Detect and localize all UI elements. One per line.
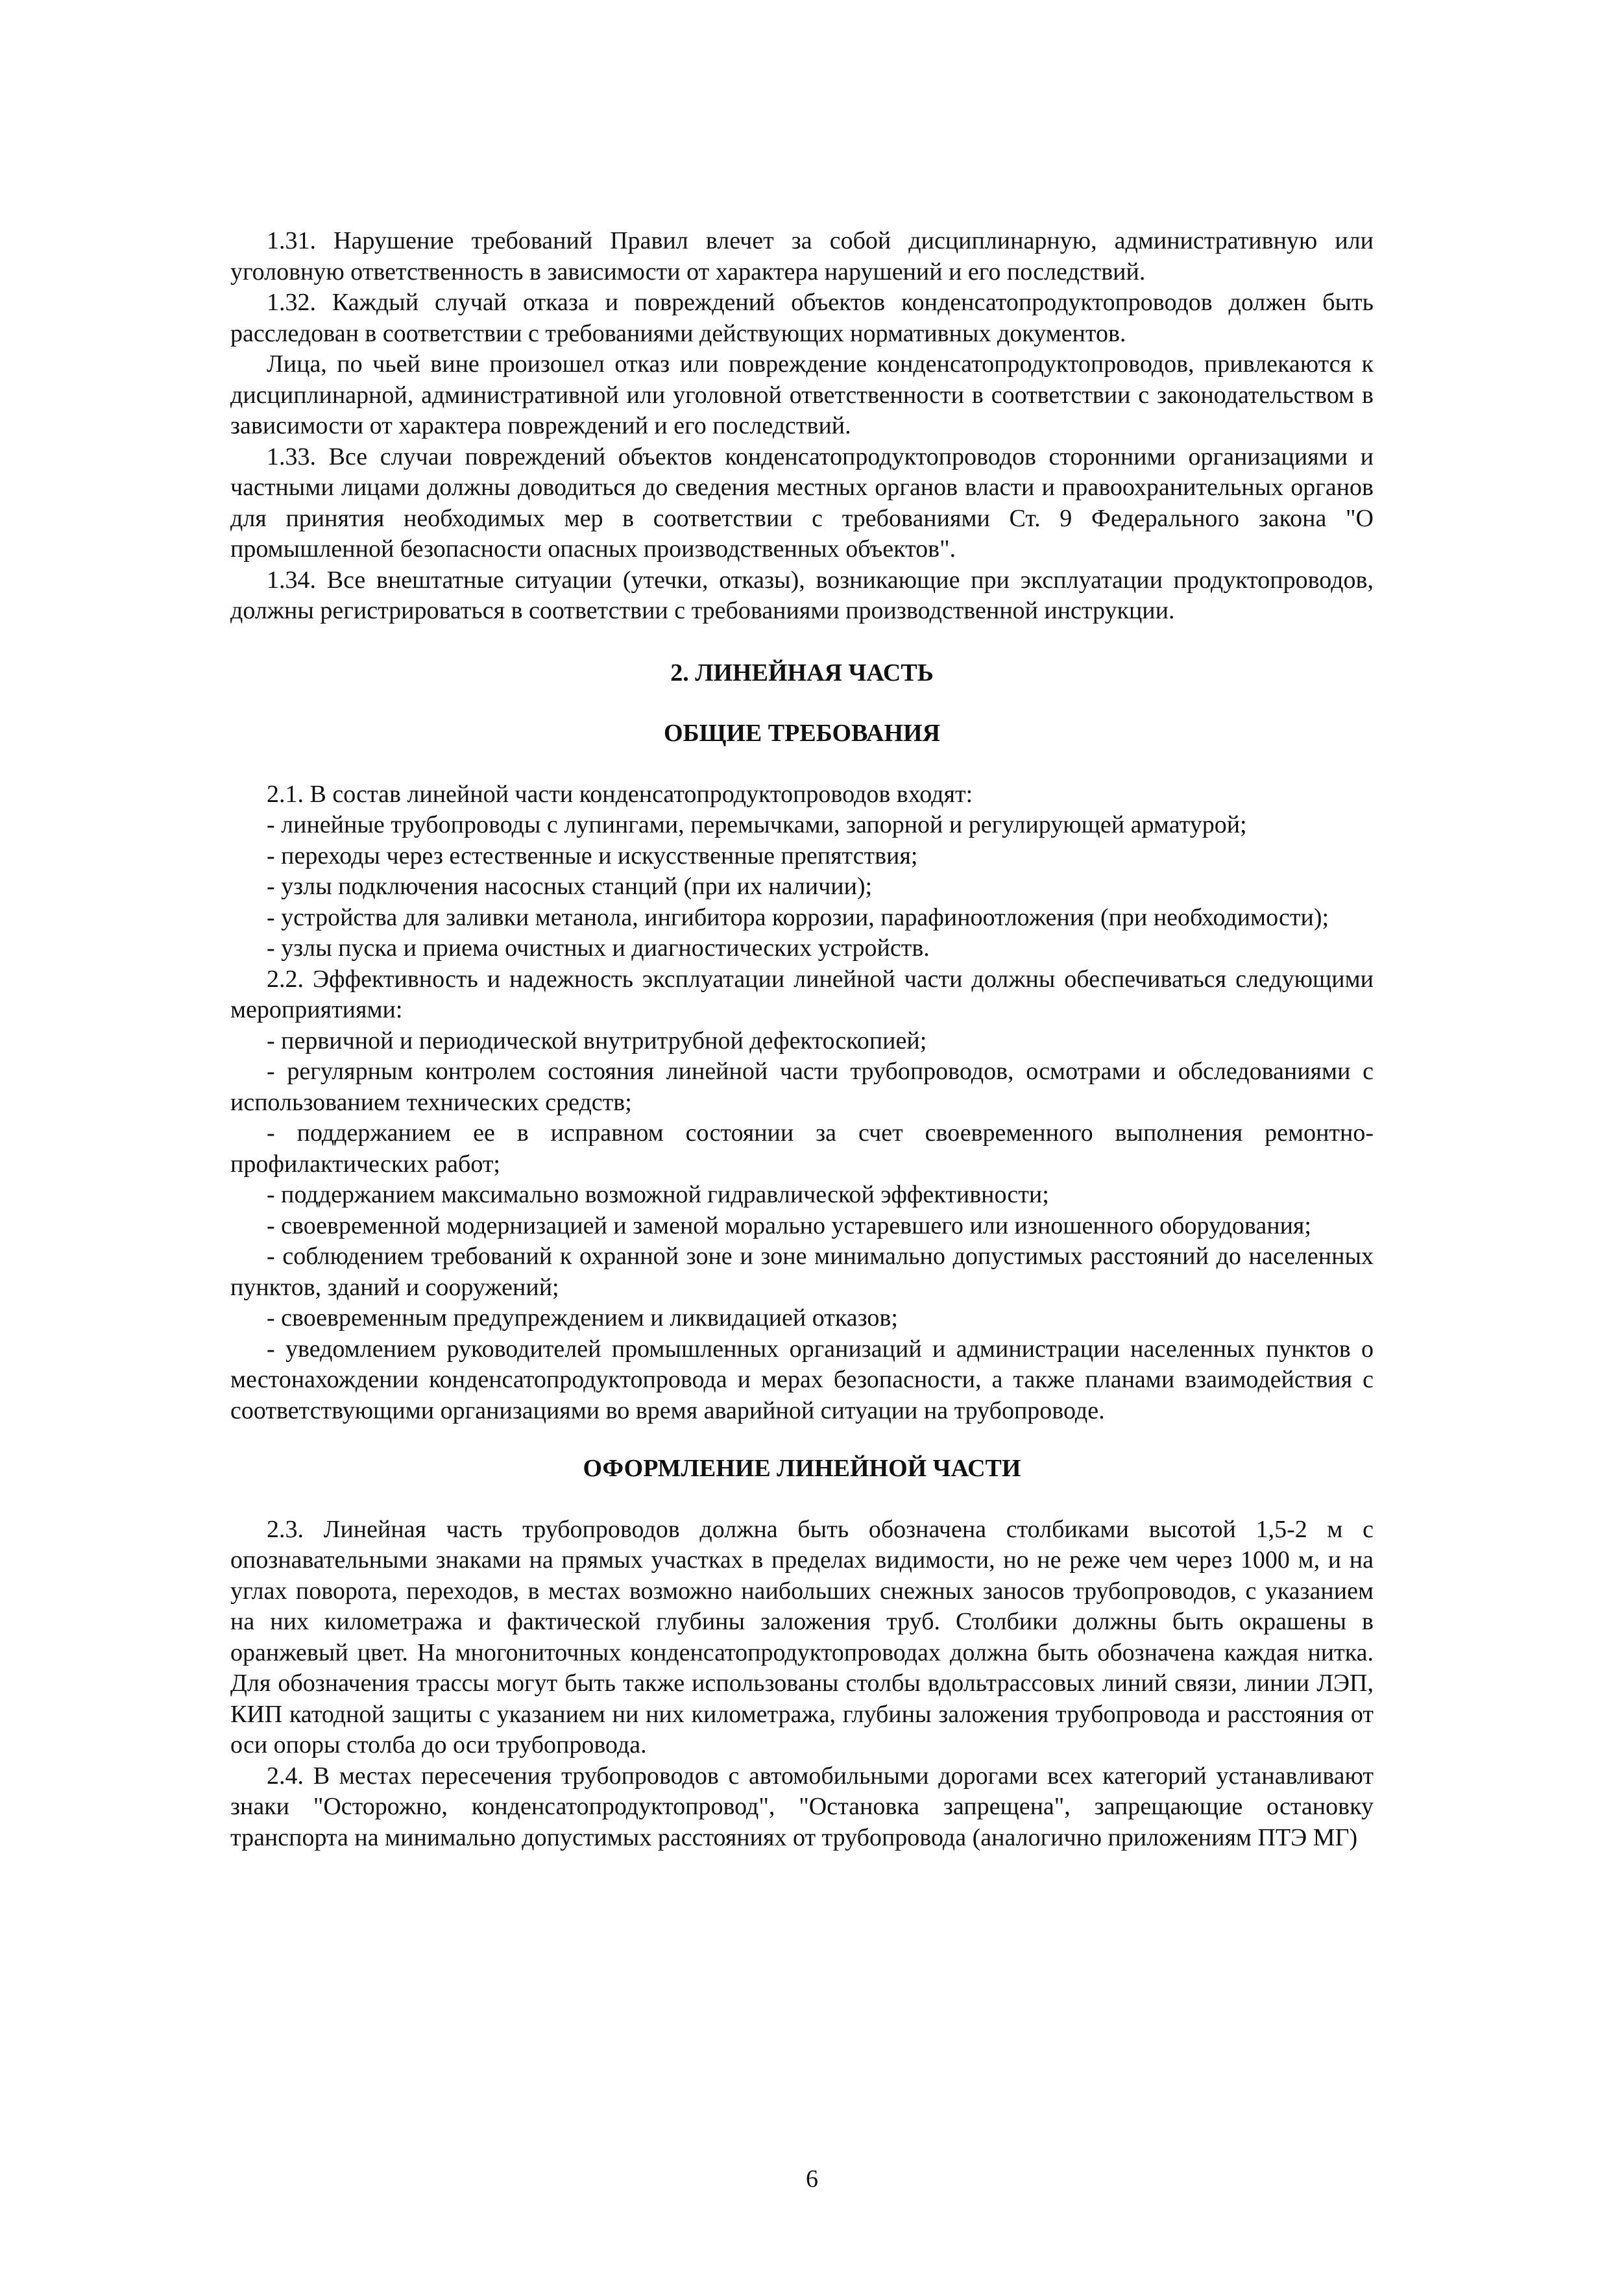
list-item: - узлы подключения насосных станций (при их наличии); [267, 873, 873, 900]
paragraph-2-1: 2.1. В состав линейной части конденсатопродуктопроводов входят: [267, 780, 973, 808]
list-item: - первичной и периодической внутритрубной дефектоскопией; [267, 1027, 927, 1054]
list-item: - узлы пуска и приема очистных и диагностических устройств. [267, 934, 930, 962]
general-requirements-section [230, 779, 1374, 1427]
paragraph-1-31: 1.31. Нарушение требований Правил влечет за собой дисциплинарную, административную или уголовную ответственность в зависимости от характера нарушений и его последствий. [230, 227, 1374, 286]
intro-section [230, 226, 1374, 627]
list-item: - поддержанием ее в исправном состоянии за счет своевременного выполнения ремонтно-профилактических работ; [230, 1119, 1374, 1178]
subsection-title-general: ОБЩИЕ ТРЕБОВАНИЯ [663, 720, 941, 747]
list-item: - поддержанием максимально возможной гидравлической эффективности; [267, 1181, 1049, 1208]
list-item: - уведомлением руководителей промышленных организаций и администрации населенных пунктов о местонахождении конденсатопродуктопровода и мерах безопасности, а также планами взаимодействия с соответствующими организациями во время аварийной ситуации на трубопроводе. [230, 1335, 1374, 1424]
list-item: - переходы через естественные и искусственные препятствия; [267, 842, 918, 869]
paragraph-liability: Лица, по чьей вине произошел отказ или повреждение конденсатопродуктопроводов, привлекаются к дисциплинарной, административной или уголовной ответственности в соответствии с законодательством в зависимости от характера повреждений и его последствий. [230, 350, 1374, 439]
paragraph-1-33: 1.33. Все случаи повреждений объектов конденсатопродуктопроводов сторонними организациями и частными лицами должны доводиться до сведения местных органов власти и правоохранительных органов для принятия необходимых мер в соответствии с требованиями Ст. 9 Федерального закона "О промышленной безопасности опасных производственных объектов". [230, 443, 1374, 563]
list-item: - своевременной модернизацией и заменой морально устаревшего или изношенного оборудования; [267, 1211, 1311, 1239]
list-item: - линейные трубопроводы с лупингами, перемычками, запорной и регулирующей арматурой; [267, 811, 1247, 838]
page-number: 6 [806, 2165, 818, 2193]
paragraph-2-3: 2.3. Линейная часть трубопроводов должна быть обозначена столбиками высотой 1,5-2 м с опознавательными знаками на прямых участках в пределах видимости, но не реже чем через 1000 м, и на углах поворота, переходов, в местах возможно наибольших снежных заносов трубопроводов, с указанием на них километража и фактической глубины заложения труб. Столбики должны быть окрашены в оранжевый цвет. На многониточных конденсатопродуктопроводах должна быть обозначена каждая нитка. Для обозначения трассы могут быть также использованы столбы вдольтрассовых линий связи, линии ЛЭП, КИП катодной защиты с указанием ни них километража, глубины заложения трубопровода и расстояния от оси опоры столба до оси трубопровода. [230, 1515, 1374, 1758]
section-title: 2. ЛИНЕЙНАЯ ЧАСТЬ [670, 659, 934, 687]
subsection-title-design: ОФОРМЛЕНИЕ ЛИНЕЙНОЙ ЧАСТИ [583, 1455, 1021, 1482]
design-section [230, 1514, 1374, 1854]
paragraph-1-32: 1.32. Каждый случай отказа и повреждений объектов конденсатопродуктопроводов должен быть расследован в соответствии с требованиями действующих нормативных документов. [230, 289, 1374, 347]
list-item: - соблюдением требований к охранной зоне и зоне минимально допустимых расстояний до населенных пунктов, зданий и сооружений; [230, 1243, 1374, 1301]
paragraph-2-2: 2.2. Эффективность и надежность эксплуатации линейной части должны обеспечиваться следующими мероприятиями: [230, 965, 1374, 1023]
list-item: - регулярным контролем состояния линейной части трубопроводов, осмотрами и обследованиями с использованием технических средств; [230, 1058, 1374, 1116]
paragraph-2-4: 2.4. В местах пересечения трубопроводов с автомобильными дорогами всех категорий устанавливают знаки "Осторожно, конденсатопродуктопровод", "Остановка запрещена", запрещающие остановку транспорта на минимально допустимых расстояниях от трубопровода (аналогично приложениям ПТЭ МГ) [230, 1762, 1374, 1851]
list-item: - устройства для заливки метанола, ингибитора коррозии, парафиноотложения (при необходимости); [267, 903, 1329, 931]
list-item: - своевременным предупреждением и ликвидацией отказов; [267, 1304, 898, 1331]
paragraph-1-34: 1.34. Все внештатные ситуации (утечки, отказы), возникающие при эксплуатации продуктопроводов, должны регистрироваться в соответствии с требованиями производственной инструкции. [230, 566, 1374, 624]
document-page [230, 226, 1374, 1853]
